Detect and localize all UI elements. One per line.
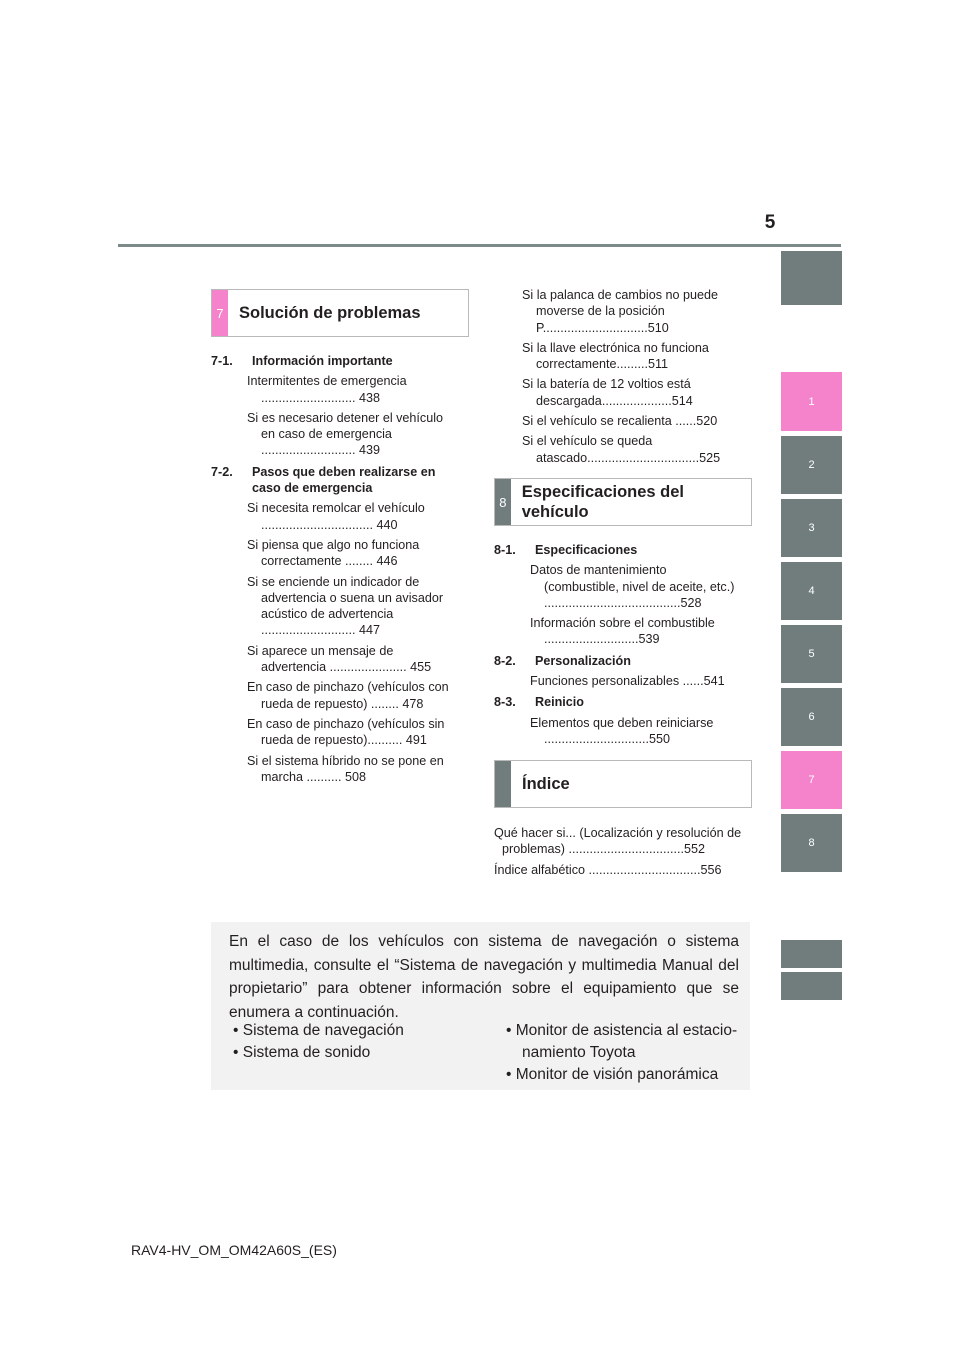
group-title: Información importante — [252, 354, 393, 368]
bullet-item: • Sistema de sonido — [233, 1044, 371, 1061]
bullet-item: • Monitor de visión panorámica — [506, 1066, 719, 1083]
toc-entry[interactable]: Si necesita remolcar el vehículo ................................ 440 — [247, 501, 425, 532]
toc-entry[interactable]: Índice alfabético ................................556 — [494, 862, 722, 877]
toc-entry[interactable]: Qué hacer si... (Localización y resolución de problemas) .................................552 — [494, 826, 742, 857]
toc-entry[interactable]: Si es necesario detener el vehículo en caso de emergencia ........................... 439 — [247, 410, 444, 458]
toc-entry[interactable]: Si se enciende un indicador de advertencia o suena un avisador acústico de advertencia ........................... 447 — [247, 574, 444, 638]
section-8-header — [494, 478, 752, 526]
toc-entry[interactable]: Intermitentes de emergencia ........................... 438 — [247, 374, 407, 405]
bullet-item: • Sistema de navegación — [233, 1022, 404, 1039]
toc-entry[interactable]: En caso de pinchazo (vehículos sin rueda de repuesto).......... 491 — [247, 716, 445, 748]
tab-7[interactable]: 7 — [781, 751, 842, 809]
toc-entry[interactable]: Información sobre el combustible ...........................539 — [530, 616, 715, 647]
tab-blank-b — [781, 972, 842, 1000]
group-number: 7-2. — [211, 464, 233, 479]
toc-entry[interactable]: Si la llave electrónica no funciona correctamente.........511 — [522, 340, 709, 372]
toc-entry[interactable]: Si piensa que algo no funciona correctamente ........ 446 — [247, 537, 420, 569]
index-marker — [495, 761, 511, 807]
tab-1[interactable]: 1 — [781, 372, 842, 431]
tab-3[interactable]: 3 — [781, 499, 842, 557]
tab-4[interactable]: 4 — [781, 562, 842, 620]
toc-entry[interactable]: Si la batería de 12 voltios está descargada....................514 — [522, 377, 693, 408]
tab-blank-top — [781, 251, 842, 305]
tab-8[interactable]: 8 — [781, 814, 842, 872]
toc-group-8-3 — [494, 694, 742, 747]
group-title: Especificaciones — [535, 543, 638, 557]
toc-entry[interactable]: Si el vehículo se recalienta ......520 — [522, 414, 718, 429]
group-title: Pasos que deben realizarse en caso de emergencia — [252, 464, 436, 496]
section-7-title: Solución de problemas — [239, 304, 421, 322]
section-7-header — [211, 289, 469, 337]
toc-entry[interactable]: Si la palanca de cambios no puede moverse de la posición P..............................510 — [522, 288, 719, 335]
section-7-toc — [211, 353, 458, 790]
header-rule — [118, 244, 841, 247]
note-text: En el caso de los vehículos con sistema de navegación o sistema multimedia, consulte el “Sistema de navegación y multimedia Manual del propietario” para obtener información sobre el equipamiento que se enumera a continuación. — [229, 933, 739, 1021]
toc-group-8-1 — [494, 542, 742, 648]
toc-entry[interactable]: Si el vehículo se queda atascado................................525 — [522, 434, 721, 465]
toc-entry[interactable]: Funciones personalizables ......541 — [530, 674, 725, 689]
note-right-bullets — [506, 1020, 742, 1086]
group-number: 8-3. — [494, 695, 516, 710]
tab-5[interactable]: 5 — [781, 625, 842, 683]
footer-doc-code: RAV4-HV_OM_OM42A60S_(ES) — [131, 1242, 337, 1258]
index-header — [494, 760, 752, 808]
toc-entry[interactable]: Si el sistema híbrido no se pone en marcha .......... 508 — [247, 753, 444, 784]
page-number: 5 — [764, 212, 776, 233]
group-number: 7-1. — [211, 354, 233, 368]
tab-6[interactable]: 6 — [781, 688, 842, 746]
index-toc — [494, 825, 742, 878]
navigation-note-box — [211, 922, 750, 1090]
toc-group-8-2 — [494, 653, 742, 690]
group-number: 8-2. — [494, 653, 516, 668]
tab-2[interactable]: 2 — [781, 436, 842, 494]
group-title: Personalización — [535, 653, 631, 668]
toc-entry[interactable]: Elementos que deben reiniciarse ..............................550 — [530, 715, 714, 746]
section-7-marker: 7 — [212, 290, 228, 336]
toc-entry[interactable]: En caso de pinchazo (vehículos con rueda de repuesto) ........ 478 — [247, 680, 449, 711]
section-8-toc — [494, 542, 742, 752]
toc-entry[interactable]: Datos de mantenimiento (combustible, nivel de aceite, etc.) .......................................528 — [530, 563, 735, 610]
toc-group-7-2 — [211, 464, 458, 785]
index-title: Índice — [522, 775, 570, 793]
section-7-toc-continued — [514, 287, 742, 466]
toc-entry[interactable]: Si aparece un mensaje de advertencia ...................... 455 — [247, 643, 432, 675]
note-left-bullets — [233, 1020, 483, 1064]
tab-blank-a — [781, 940, 842, 968]
group-title: Reinicio — [535, 695, 584, 710]
toc-group-7-1 — [211, 353, 458, 459]
section-8-marker: 8 — [495, 479, 511, 525]
group-number: 8-1. — [494, 543, 516, 557]
section-8-title: Especificaciones del vehículo — [521, 483, 685, 521]
bullet-item: • Monitor de asistencia al estacio-namiento Toyota — [506, 1022, 738, 1061]
